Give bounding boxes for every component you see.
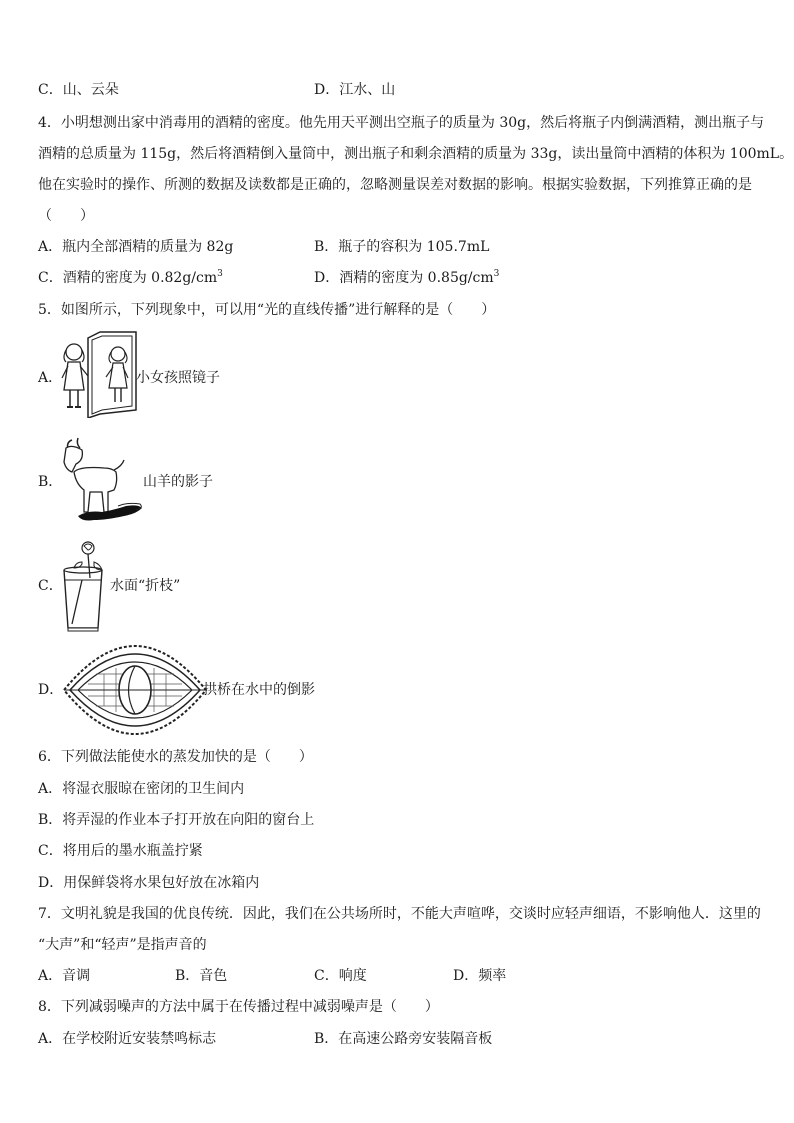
goat-shadow-illustration <box>58 436 148 526</box>
q4-option-c[interactable] <box>38 268 223 288</box>
q7-option-b[interactable]: B．音色 <box>175 968 228 984</box>
q3-option-d[interactable]: D．江水、山 <box>314 82 396 98</box>
q4-answer-paren: （ ） <box>38 208 94 224</box>
q4-stem-line1: 4．小明想测出家中消毒用的酒精的密度。他先用天平测出空瓶子的质量为 30g，然后将瓶子内倒满酒精，测出瓶子与 <box>38 115 765 131</box>
q7-stem-line2: “大声”和“轻声”是指声音的 <box>38 937 207 953</box>
arch-bridge-reflection-illustration <box>60 644 210 736</box>
q5-option-c-letter[interactable]: C． <box>38 578 63 594</box>
q4-option-d-text: D．酒精的密度为 0.85g/cm <box>314 270 494 286</box>
q7-option-d[interactable]: D．频率 <box>453 968 507 984</box>
q5-stem: 5．如图所示，下列现象中，可以用“光的直线传播”进行解释的是（ ） <box>38 302 496 318</box>
q5-option-c-caption: 水面“折枝” <box>110 578 181 594</box>
girl-mirror-illustration <box>58 330 140 418</box>
q5-option-b-caption: 山羊的影子 <box>143 474 213 490</box>
q5-option-d-letter[interactable]: D． <box>38 682 64 698</box>
q8-stem: 8．下列减弱噪声的方法中属于在传播过程中减弱噪声是（ ） <box>38 999 439 1015</box>
q7-option-c[interactable]: C．响度 <box>314 968 367 984</box>
q6-option-a[interactable]: A．将湿衣服晾在密闭的卫生间内 <box>38 781 245 797</box>
q5-option-d-caption: 拱桥在水中的倒影 <box>203 682 315 698</box>
q6-option-d[interactable]: D．用保鲜袋将水果包好放在冰箱内 <box>38 875 260 891</box>
q6-option-b[interactable]: B．将弄湿的作业本子打开放在向阳的窗台上 <box>38 812 315 828</box>
q4-stem-line2: 酒精的总质量为 115g，然后将酒精倒入量筒中，测出瓶子和剩余酒精的质量为 33g，读出量筒中酒精的体积为 100mL。 <box>38 146 794 162</box>
q5-option-b-letter[interactable]: B． <box>38 474 63 490</box>
q4-option-d[interactable] <box>314 268 499 288</box>
glass-branch-illustration <box>58 540 108 632</box>
q4-option-c-sup: 3 <box>217 269 223 279</box>
q4-option-c-text: C．酒精的密度为 0.82g/cm <box>38 270 218 286</box>
q4-option-d-sup: 3 <box>493 269 500 279</box>
q3-option-c[interactable]: C．山、云朵 <box>38 82 119 98</box>
q4-option-b[interactable]: B．瓶子的容积为 105.7mL <box>314 239 490 255</box>
q7-stem-line1: 7．文明礼貌是我国的优良传统．因此，我们在公共场所时，不能大声喧哗，交谈时应轻声细语，不影响他人．这里的 <box>38 906 761 922</box>
q6-option-c[interactable]: C．将用后的墨水瓶盖拧紧 <box>38 843 203 859</box>
q5-option-a-letter[interactable]: A． <box>38 370 63 386</box>
q7-option-a[interactable]: A．音调 <box>38 968 91 984</box>
q8-option-a[interactable]: A．在学校附近安装禁鸣标志 <box>38 1031 217 1047</box>
q5-option-a-caption: 小女孩照镜子 <box>136 370 220 386</box>
q4-option-a[interactable]: A．瓶内全部酒精的质量为 82g <box>38 239 234 255</box>
q4-stem-line3: 他在实验时的操作、所测的数据及读数都是正确的，忽略测量误差对数据的影响。根据实验数据，下列推算正确的是 <box>38 177 752 193</box>
q6-stem: 6．下列做法能使水的蒸发加快的是（ ） <box>38 749 313 765</box>
q8-option-b[interactable]: B．在高速公路旁安装隔音板 <box>314 1031 493 1047</box>
